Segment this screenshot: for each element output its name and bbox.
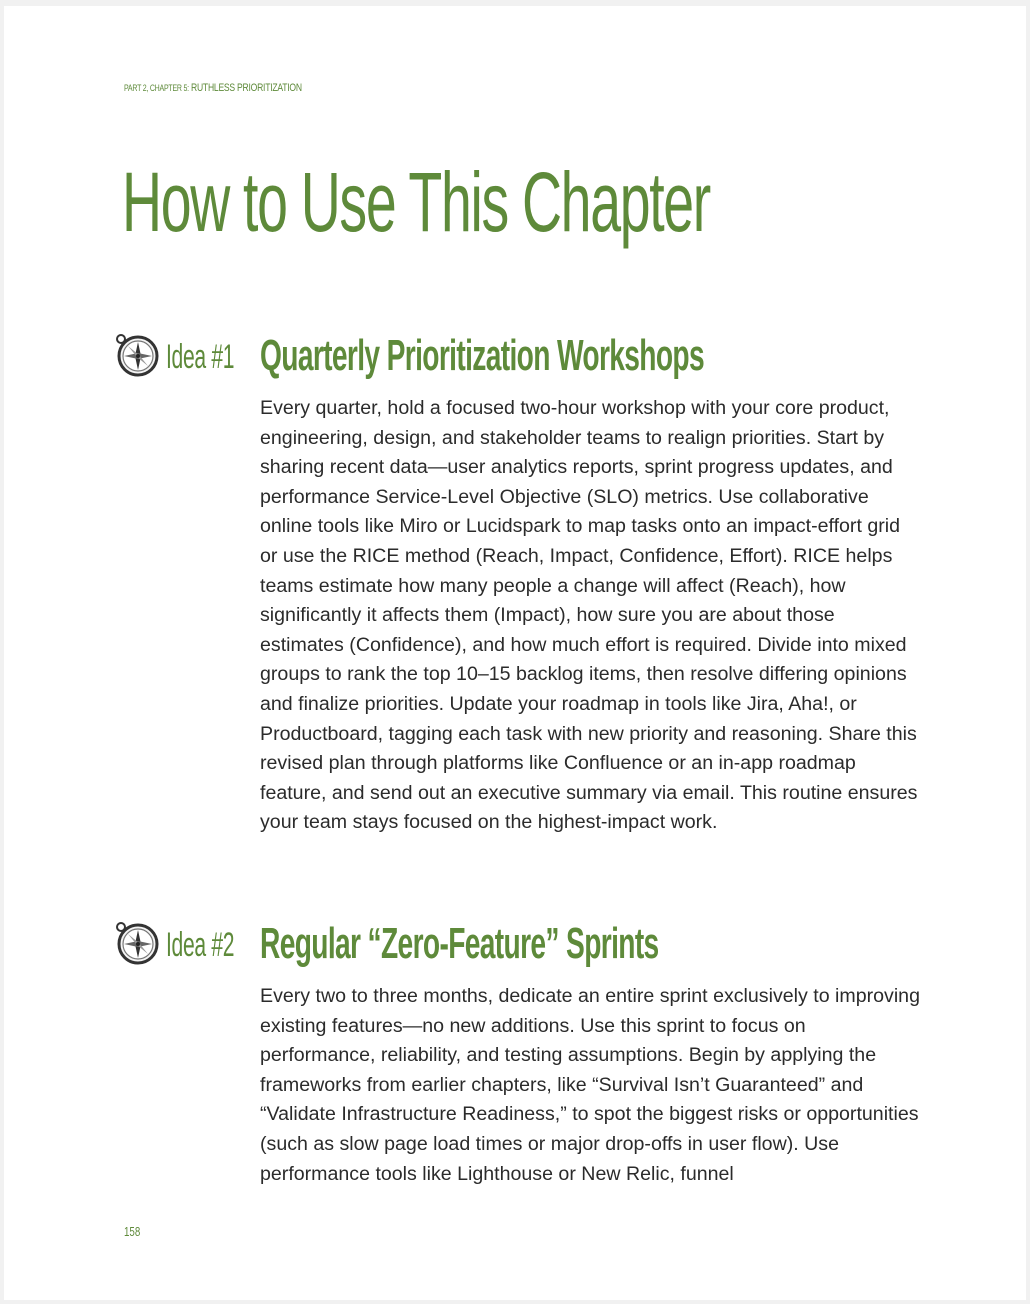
page-title: How to Use This Chapter	[122, 155, 710, 249]
idea-heading: Regular “Zero-Feature” Sprints	[260, 919, 659, 968]
page-number: 158	[124, 1224, 141, 1239]
compass-icon	[112, 918, 160, 966]
idea-label: Idea #2	[166, 926, 235, 964]
idea-body: Every quarter, hold a focused two-hour workshop with your core product, engineering, design, and stakeholder teams to realign priorities. Start by sharing recent data—user analytics reports, sprint progress updates, and performance Service-Level Objective (SLO) metrics. Use collaborative online tools like Miro or Lucidspark to map tasks onto an impact-effort grid or use the RICE method (Reach, Impact, Confidence, Effort). RICE helps teams estimate how many people a change will affect (Reach), how significantly it affects them (Impact), how sure you are about those estimates (Confidence), and how much effort is required. Divide into mixed groups to rank the top 10–15 backlog items, then resolve differing opinions and finalize priorities. Update your roadmap in tools like Jira, Aha!, or Productboard, tagging each task with new priority and reasoning. Share this revised plan through platforms like Confluence or an in-app roadmap feature, and send out an executive summary via email. This routine ensures your team stays focused on the highest-impact work.	[260, 397, 918, 834]
running-head-chapter: RUTHLESS PRIORITIZATION	[191, 82, 302, 94]
book-page	[4, 6, 1026, 1300]
idea-body: Every two to three months, dedicate an entire sprint exclusively to improving existing features—no new additions. Use this sprint to focus on performance, reliability, and testing assumptions. Begin by applying the frameworks from earlier chapters, like “Survival Isn’t Guaranteed” and “Validate Infrastructure Readiness,” to spot the biggest risks or opportunities (such as slow page load times or major drop-offs in user flow). Use performance tools like Lighthouse or New Relic, funnel	[260, 985, 920, 1185]
compass-icon	[112, 330, 160, 378]
idea-heading: Quarterly Prioritization Workshops	[260, 331, 705, 380]
running-head-part: PART 2, CHAPTER 5:	[124, 83, 189, 93]
running-head	[124, 82, 302, 94]
idea-label: Idea #1	[166, 338, 235, 376]
